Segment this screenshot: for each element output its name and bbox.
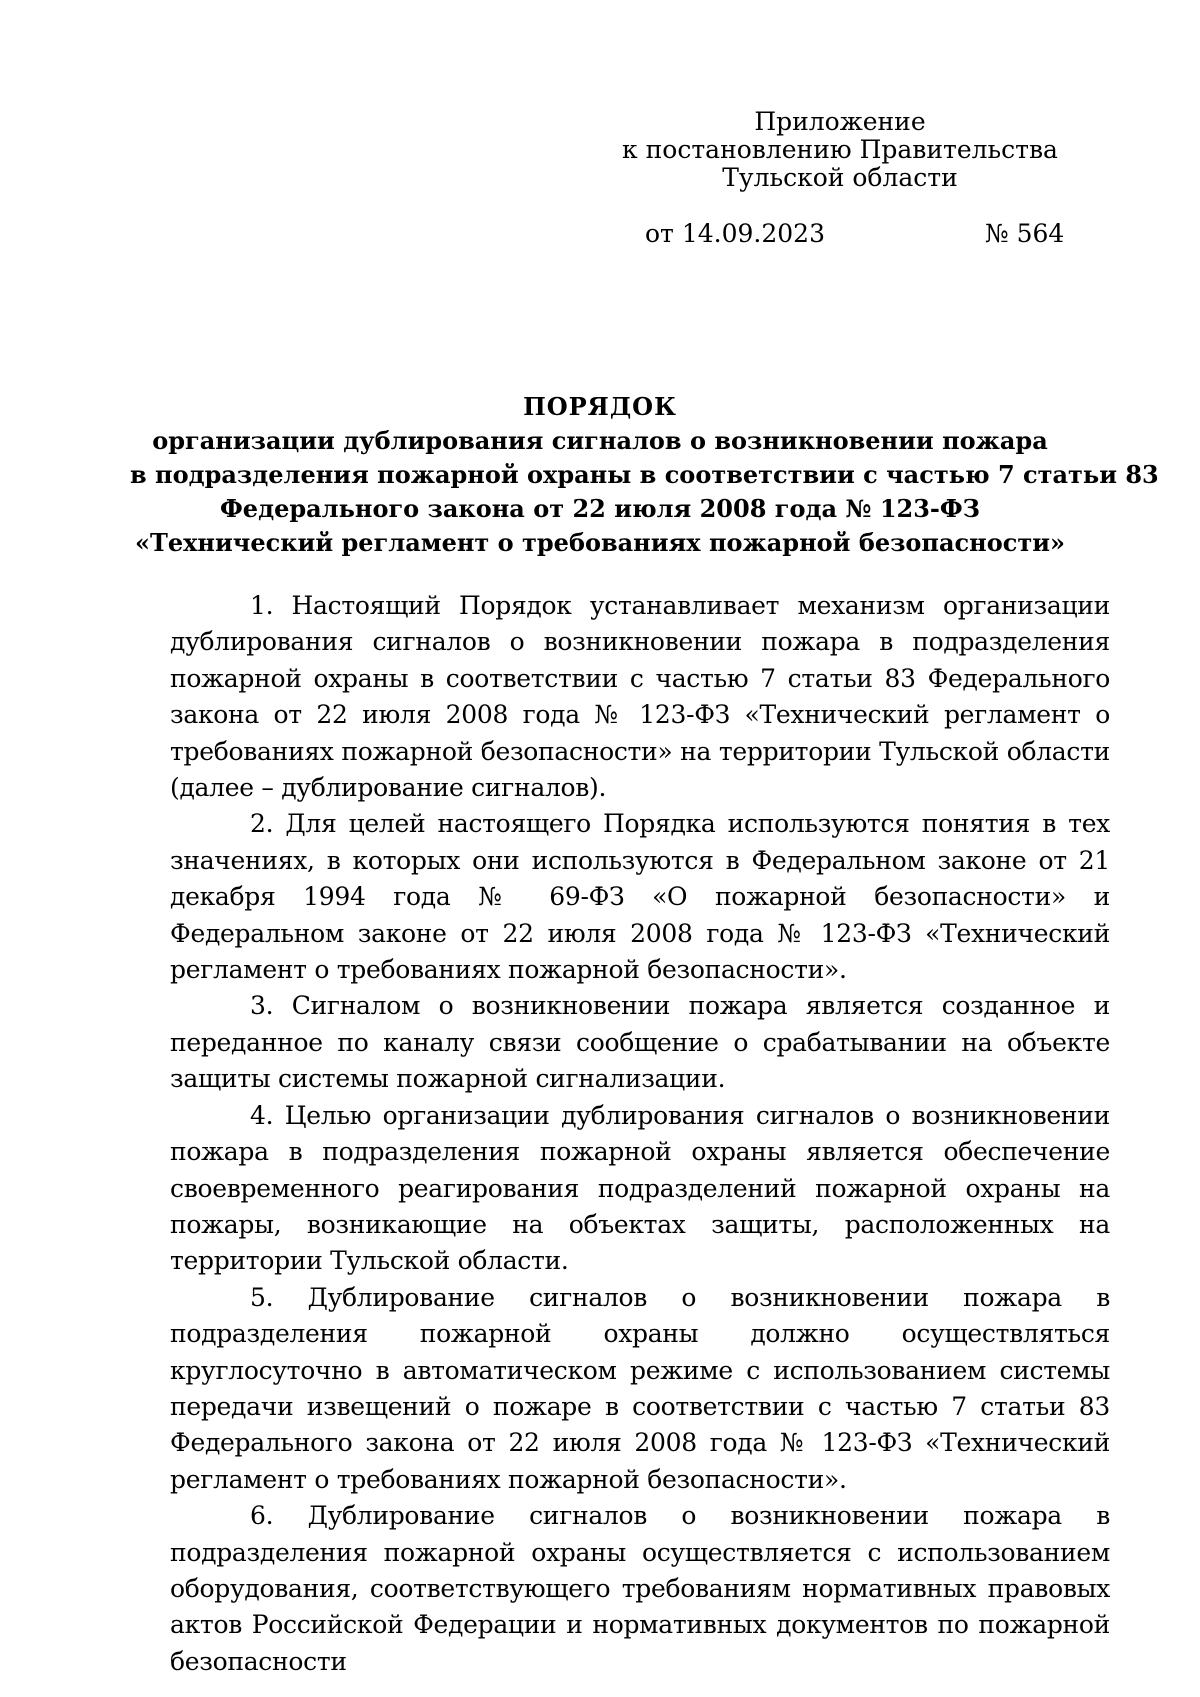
document-number: № 564 bbox=[985, 219, 1065, 248]
paragraph-2: 2. Для целей настоящего Порядка используются понятия в тех значениях, в которых они используются в Федеральном законе от 21 декабря 1994 года № 69-ФЗ «О пожарной безопасности» и Федеральном законе от 22 июля 2008 года № 123-ФЗ «Технический регламент о требованиях пожарной безопасности». bbox=[170, 809, 1110, 985]
document-title bbox=[130, 390, 1159, 560]
appendix-line-2: к постановлению Правительства bbox=[622, 135, 1058, 164]
appendix-line-3: Тульской области bbox=[722, 163, 958, 192]
document-date: от 14.09.2023 bbox=[645, 219, 825, 248]
paragraph-3: 3. Сигналом о возникновении пожара является созданное и переданное по каналу связи сообщение о срабатывании на объекте защиты системы пожарной сигнализации. bbox=[170, 991, 1110, 1094]
title-line-4: «Технический регламент о требованиях пожарной безопасности» bbox=[134, 528, 1066, 557]
paragraph-4: 4. Целью организации дублирования сигналов о возникновении пожара в подразделения пожарной охраны является обеспечение своевременного реагирования подразделений пожарной охраны на пожары, возникающие на объектах защиты, расположенных на территории Тульской области. bbox=[170, 1100, 1110, 1276]
title-main: ПОРЯДОК bbox=[523, 392, 677, 421]
paragraph-5: 5. Дублирование сигналов о возникновении пожара в подразделения пожарной охраны должно осуществляться круглосуточно в автоматическом режиме с использованием системы передачи извещений о пожаре в соответствии с частью 7 статьи 83 Федерального закона от 22 июля 2008 года № 123-ФЗ «Технический регламент о требованиях пожарной безопасности». bbox=[170, 1282, 1110, 1494]
appendix-block bbox=[600, 108, 1080, 192]
document-body bbox=[170, 588, 1110, 1680]
paragraph-6: 6. Дублирование сигналов о возникновении пожара в подразделения пожарной охраны осуществляется с использованием оборудования, соответствующего требованиям нормативных правовых актов Российской Федерации и нормативных документов по пожарной безопасности bbox=[170, 1501, 1110, 1676]
appendix-line-1: Приложение bbox=[754, 107, 926, 136]
paragraph-1: 1. Настоящий Порядок устанавливает механизм организации дублирования сигналов о возникновении пожара в подразделения пожарной охраны в соответствии с частью 7 статьи 83 Федерального закона от 22 июля 2008 года № 123-ФЗ «Технический регламент о требованиях пожарной безопасности» на территории Тульской области (далее – дублирование сигналов). bbox=[170, 591, 1110, 803]
title-line-2: в подразделения пожарной охраны в соответствии с частью 7 статьи 83 bbox=[130, 460, 1159, 489]
title-line-3: Федерального закона от 22 июля 2008 года № 123-ФЗ bbox=[220, 494, 980, 523]
title-line-1: организации дублирования сигналов о возникновении пожара bbox=[152, 426, 1048, 455]
